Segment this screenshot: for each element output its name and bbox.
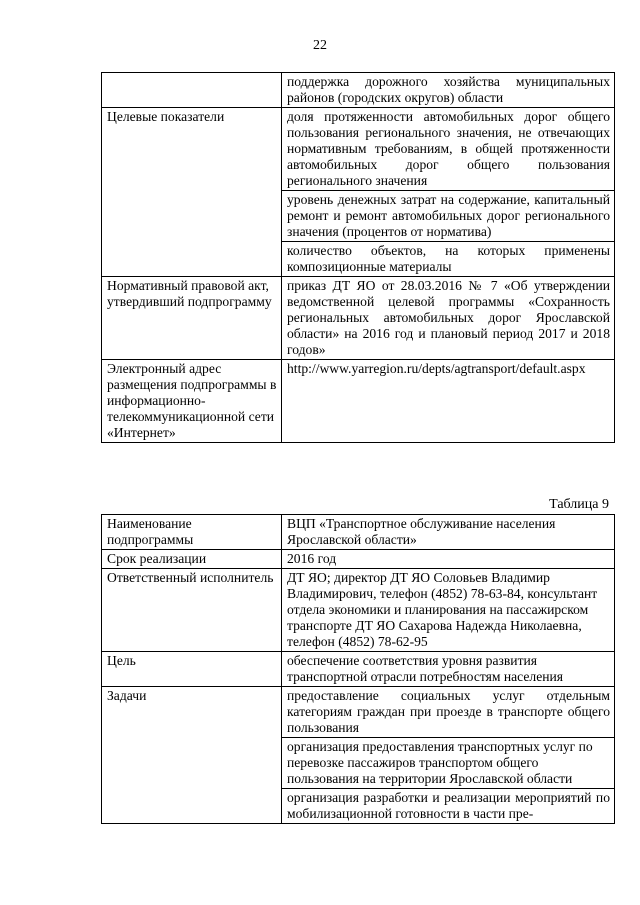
row-value-cell: ВЦП «Транспортное обслуживание населения Ярославской области» <box>282 515 615 550</box>
row-value-cell: доля протяженности автомобильных дорог общего пользования регионального значения, не отвечающих нормативным требованиям, в общей протяженности автомобильных дорог общего пользования регионального значения <box>282 108 615 191</box>
url-value-cell: http://www.yarregion.ru/depts/agtransport/default.aspx <box>282 360 615 443</box>
row-label-cell: Электронный адрес размещения подпрограммы в информационно-телекоммуникационной сети «Интернет» <box>102 360 282 443</box>
table-row <box>102 515 615 550</box>
table-row <box>102 550 615 569</box>
table-row <box>102 569 615 652</box>
row-value-cell: поддержка дорожного хозяйства муниципальных районов (городских округов) области <box>282 73 615 108</box>
table-row <box>102 108 615 191</box>
row-label-cell: Ответственный исполнитель <box>102 569 282 652</box>
row-label-cell: Целевые показатели <box>102 108 282 277</box>
row-value-cell: предоставление социальных услуг отдельным категориям граждан при проезде в транспорте общего пользования <box>282 687 615 738</box>
subprogram-passport-table-continued <box>101 72 615 443</box>
row-value-cell: приказ ДТ ЯО от 28.03.2016 № 7 «Об утверждении ведомственной целевой программы «Сохранность региональных автомобильных дорог Ярославской области» на 2016 год и плановый период 2017 и 2018 годов» <box>282 277 615 360</box>
row-value-cell: уровень денежных затрат на содержание, капитальный ремонт и ремонт автомобильных дорог регионального значения (процентов от норматива) <box>282 191 615 242</box>
row-value-cell: организация предоставления транспортных услуг по перевозке пассажиров транспортом общего пользования на территории Ярославской области <box>282 738 615 789</box>
table-row <box>102 652 615 687</box>
page-number: 22 <box>313 38 327 53</box>
row-value-cell: количество объектов, на которых применены композиционные материалы <box>282 242 615 277</box>
row-value-cell: организация разработки и реализации мероприятий по мобилизационной готовности в части пре- <box>282 789 615 824</box>
table-row <box>102 73 615 108</box>
table-9 <box>101 514 615 824</box>
table-caption: Таблица 9 <box>549 497 609 512</box>
row-label-cell: Нормативный правовой акт, утвердивший подпрограмму <box>102 277 282 360</box>
row-value-cell: обеспечение соответствия уровня развития транспортной отрасли потребностям населения <box>282 652 615 687</box>
table-row <box>102 277 615 360</box>
row-label-cell: Цель <box>102 652 282 687</box>
row-label-cell <box>102 73 282 108</box>
table-row <box>102 687 615 738</box>
row-value-cell: ДТ ЯО; директор ДТ ЯО Соловьев Владимир Владимирович, телефон (4852) 78-63-84, консультант отдела экономики и планирования на пассажирском транспорте ДТ ЯО Сахарова Надежда Николаевна, телефон (4852) 78-62-95 <box>282 569 615 652</box>
row-label-cell: Наименование подпрограммы <box>102 515 282 550</box>
row-label-cell: Задачи <box>102 687 282 824</box>
table-row <box>102 360 615 443</box>
row-value-cell: 2016 год <box>282 550 615 569</box>
row-label-cell: Срок реализации <box>102 550 282 569</box>
